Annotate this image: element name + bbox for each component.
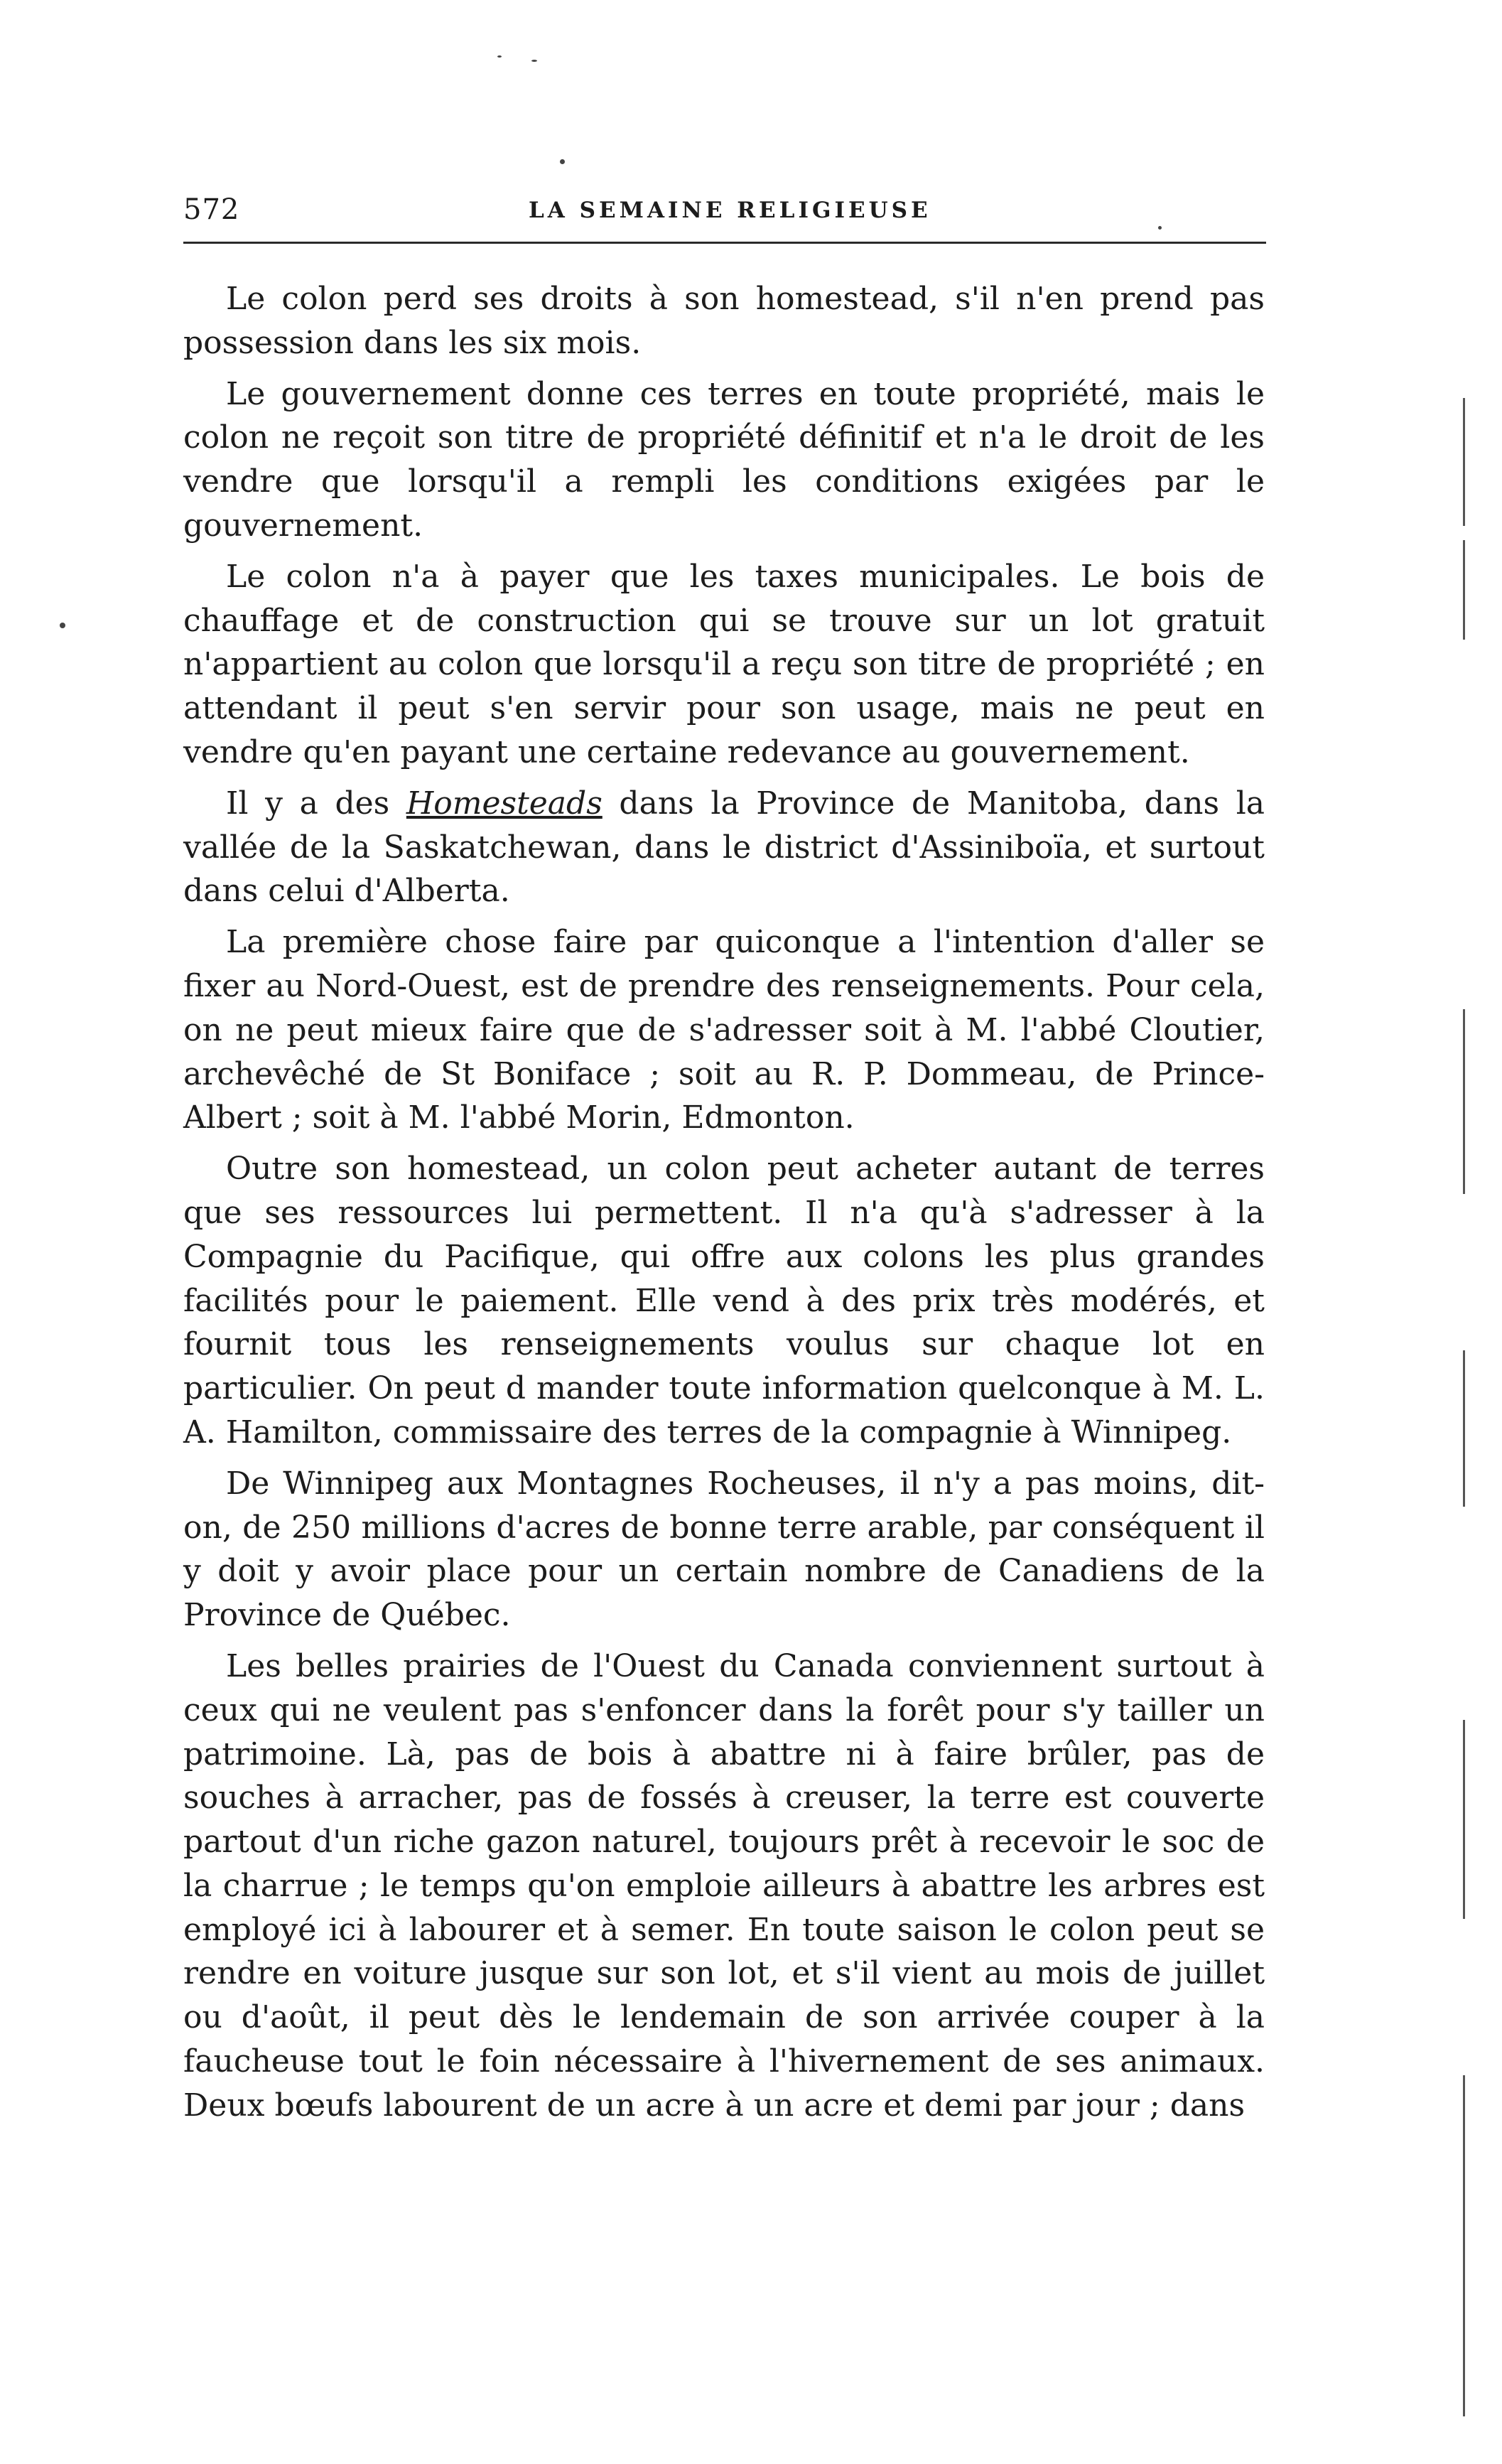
scan-speck (497, 55, 502, 58)
paragraph-4 (183, 782, 1265, 913)
scan-speck (60, 623, 65, 628)
paragraph-1: Le colon perd ses droits à son homestead, s'il n'en prend pas possession dans les six mois. (183, 281, 1265, 361)
scan-edge-mark (1463, 1009, 1465, 1194)
page-header (183, 193, 1266, 236)
scan-edge-mark (1463, 540, 1465, 640)
scan-speck (531, 60, 537, 62)
scan-speck (1158, 226, 1162, 230)
body-text (183, 277, 1265, 2128)
paragraph-8: Les belles prairies de l'Ouest du Canada conviennent surtout à ceux qui ne veulent pas s'enfoncer dans la forêt pour s'y tailler un patrimoine. Là, pas de bois à abattre ni à faire brûler, pas de souches à arracher, pas de fossés à creuser, la terre est couverte partout d'un riche gazon naturel, toujours prêt à recevoir le soc de la charrue ; le temps qu'on emploie ailleurs à abattre les arbres est employé ici à labourer et à semer. En toute saison le colon peut se rendre en voiture jusque sur son lot, et s'il vient au mois de juillet ou d'août, il peut dès le lendemain de son arrivée couper à la faucheuse tout le foin nécessaire à l'hivernement de ses animaux. Deux bœufs labourent de un acre à un acre et demi par jour ; dans (183, 1647, 1265, 2124)
paragraph-4-end: dans la Province de Manitoba, dans la vallée de la Saskatchewan, dans le district d'Assiniboïa, et surtout dans celui d'Alberta. (183, 785, 1265, 910)
scan-edge-mark (1463, 2075, 1465, 2416)
scan-edge-mark (1463, 1720, 1465, 1919)
paragraph-2: Le gouvernement donne ces terres en toute propriété, mais le colon ne reçoit son titre de propriété définitif et n'a le droit de les vendre que lorsqu'il a rempli les conditions exigées par le gouvernement. (183, 375, 1265, 544)
header-rule (183, 242, 1266, 244)
homesteads-term: Homesteads (406, 785, 603, 822)
page-number: 572 (183, 193, 240, 226)
paragraph-5: La première chose faire par quiconque a l'intention d'aller se fixer au Nord-Ouest, est de prendre des renseignements. Pour cela, on ne peut mieux faire que de s'adresser soit à M. l'abbé Cloutier, archevêché de St Boniface ; soit au R. P. Dommeau, de Prince-Albert ; soit à M. l'abbé Morin, Edmonton. (183, 924, 1265, 1136)
scan-edge-mark (1463, 398, 1465, 526)
running-title: LA SEMAINE RELIGIEUSE (529, 198, 931, 223)
scan-speck (560, 159, 565, 164)
paragraph-7: De Winnipeg aux Montagnes Rocheuses, il n'y a pas moins, dit-on, de 250 millions d'acres de bonne terre arable, par conséquent il y doit y avoir place pour un certain nombre de Canadiens de la Province de Québec. (183, 1465, 1265, 1634)
paragraph-4-start: Il y a des (226, 785, 406, 822)
paragraph-3: Le colon n'a à payer que les taxes municipales. Le bois de chauffage et de construction qui se trouve sur un lot gratuit n'appartient au colon que lorsqu'il a reçu son titre de propriété ; en attendant il peut s'en servir pour son usage, mais ne peut en vendre qu'en payant une certaine redevance au gouvernement. (183, 558, 1265, 770)
scan-edge-mark (1463, 1350, 1465, 1507)
paragraph-6: Outre son homestead, un colon peut acheter autant de terres que ses ressources lui permettent. Il n'a qu'à s'adresser à la Compagnie du Pacifique, qui offre aux colons les plus grandes facilités pour le paiement. Elle vend à des prix très modérés, et fournit tous les renseignements voulus sur chaque lot en particulier. On peut d mander toute information quelconque à M. L. A. Hamilton, commissaire des terres de la compagnie à Winnipeg. (183, 1151, 1265, 1451)
